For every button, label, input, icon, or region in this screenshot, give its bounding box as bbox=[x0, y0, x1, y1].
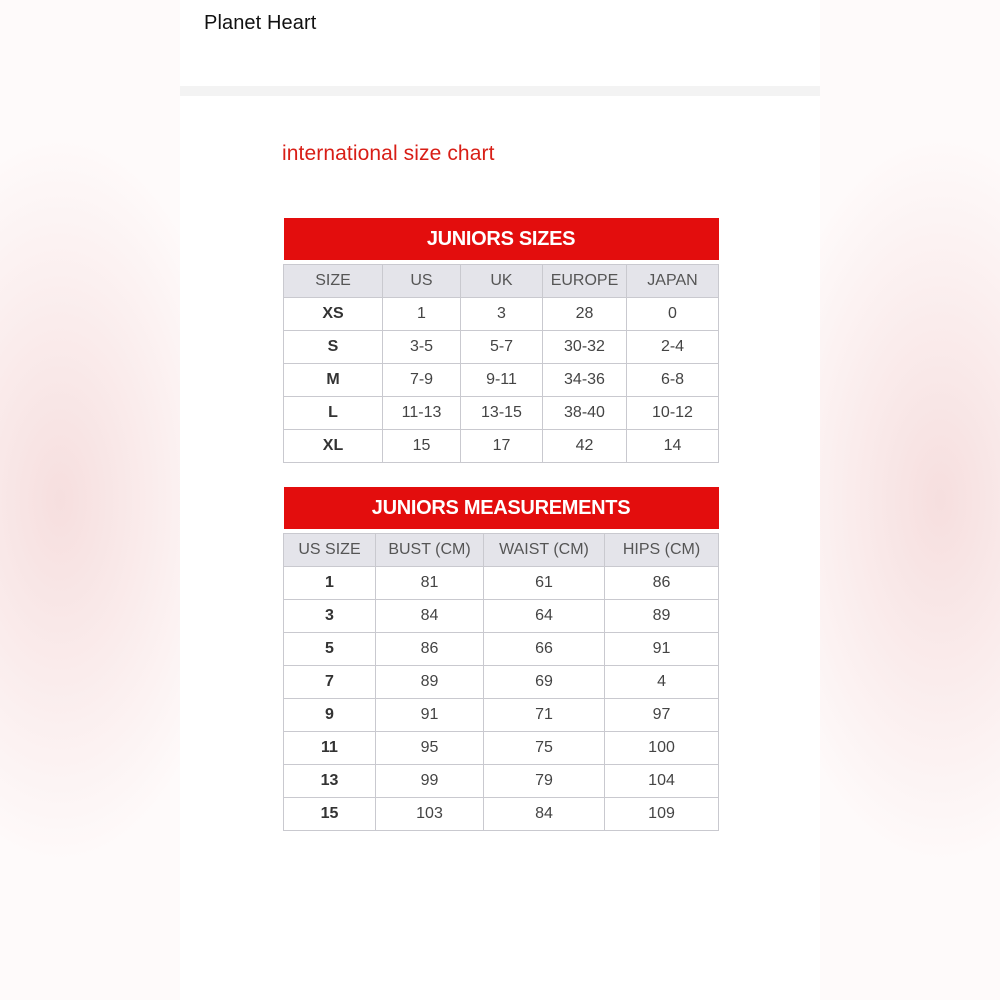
table-row bbox=[284, 666, 719, 699]
us-size-label: 7 bbox=[284, 666, 376, 699]
table-cell: 28 bbox=[543, 298, 627, 331]
table-cell: 109 bbox=[605, 798, 719, 831]
table-cell: 95 bbox=[376, 732, 484, 765]
table-cell: 61 bbox=[484, 567, 605, 600]
table-cell: 86 bbox=[376, 633, 484, 666]
column-header: EUROPE bbox=[543, 265, 627, 298]
table-cell: 7-9 bbox=[383, 364, 461, 397]
table-cell: 69 bbox=[484, 666, 605, 699]
table-row bbox=[284, 798, 719, 831]
table-cell: 81 bbox=[376, 567, 484, 600]
table-cell: 9-11 bbox=[461, 364, 543, 397]
juniors-measurements-table bbox=[283, 487, 719, 831]
table-cell: 13-15 bbox=[461, 397, 543, 430]
juniors-sizes-banner: JUNIORS SIZES bbox=[284, 218, 719, 260]
table-row bbox=[284, 633, 719, 666]
table-row bbox=[284, 567, 719, 600]
table-cell: 6-8 bbox=[627, 364, 719, 397]
table-row bbox=[284, 732, 719, 765]
column-header: HIPS (CM) bbox=[605, 534, 719, 567]
table-cell: 38-40 bbox=[543, 397, 627, 430]
table-cell: 2-4 bbox=[627, 331, 719, 364]
table-row bbox=[284, 298, 719, 331]
us-size-label: 3 bbox=[284, 600, 376, 633]
table-cell: 42 bbox=[543, 430, 627, 463]
table-cell: 0 bbox=[627, 298, 719, 331]
column-header: BUST (CM) bbox=[376, 534, 484, 567]
table-cell: 91 bbox=[605, 633, 719, 666]
table-cell: 15 bbox=[383, 430, 461, 463]
juniors-measurements-banner: JUNIORS MEASUREMENTS bbox=[284, 487, 719, 529]
us-size-label: 9 bbox=[284, 699, 376, 732]
us-size-label: 1 bbox=[284, 567, 376, 600]
us-size-label: 5 bbox=[284, 633, 376, 666]
table-row bbox=[284, 397, 719, 430]
table-cell: 30-32 bbox=[543, 331, 627, 364]
table-cell: 1 bbox=[383, 298, 461, 331]
size-label: XL bbox=[284, 430, 383, 463]
header bbox=[180, 0, 820, 86]
table-cell: 84 bbox=[484, 798, 605, 831]
table-cell: 11-13 bbox=[383, 397, 461, 430]
us-size-label: 15 bbox=[284, 798, 376, 831]
table-cell: 66 bbox=[484, 633, 605, 666]
us-size-label: 11 bbox=[284, 732, 376, 765]
table-header-row bbox=[284, 534, 719, 567]
table-row bbox=[284, 364, 719, 397]
table-cell: 103 bbox=[376, 798, 484, 831]
table-cell: 34-36 bbox=[543, 364, 627, 397]
table-cell: 79 bbox=[484, 765, 605, 798]
size-chart-image bbox=[180, 96, 820, 1000]
size-label: L bbox=[284, 397, 383, 430]
us-size-label: 13 bbox=[284, 765, 376, 798]
table-cell: 89 bbox=[376, 666, 484, 699]
size-label: M bbox=[284, 364, 383, 397]
table-cell: 91 bbox=[376, 699, 484, 732]
table-row bbox=[284, 765, 719, 798]
size-label: XS bbox=[284, 298, 383, 331]
table-cell: 10-12 bbox=[627, 397, 719, 430]
juniors-sizes-table bbox=[283, 218, 719, 463]
column-header: SIZE bbox=[284, 265, 383, 298]
table-cell: 64 bbox=[484, 600, 605, 633]
column-header: US SIZE bbox=[284, 534, 376, 567]
table-cell: 3 bbox=[461, 298, 543, 331]
column-header: WAIST (CM) bbox=[484, 534, 605, 567]
table-cell: 84 bbox=[376, 600, 484, 633]
table-cell: 86 bbox=[605, 567, 719, 600]
table-row bbox=[284, 430, 719, 463]
table-cell: 75 bbox=[484, 732, 605, 765]
table-cell: 99 bbox=[376, 765, 484, 798]
column-header: UK bbox=[461, 265, 543, 298]
table-cell: 71 bbox=[484, 699, 605, 732]
table-cell: 14 bbox=[627, 430, 719, 463]
column-header: JAPAN bbox=[627, 265, 719, 298]
section-divider bbox=[180, 86, 820, 96]
table-cell: 17 bbox=[461, 430, 543, 463]
table-cell: 4 bbox=[605, 666, 719, 699]
table-row bbox=[284, 331, 719, 364]
column-header: US bbox=[383, 265, 461, 298]
table-row bbox=[284, 600, 719, 633]
table-cell: 3-5 bbox=[383, 331, 461, 364]
table-header-row bbox=[284, 265, 719, 298]
table-row bbox=[284, 699, 719, 732]
table-cell: 104 bbox=[605, 765, 719, 798]
table-cell: 97 bbox=[605, 699, 719, 732]
chart-title: international size chart bbox=[282, 142, 495, 165]
size-label: S bbox=[284, 331, 383, 364]
table-cell: 89 bbox=[605, 600, 719, 633]
brand-name: Planet Heart bbox=[204, 12, 317, 34]
table-cell: 100 bbox=[605, 732, 719, 765]
table-cell: 5-7 bbox=[461, 331, 543, 364]
